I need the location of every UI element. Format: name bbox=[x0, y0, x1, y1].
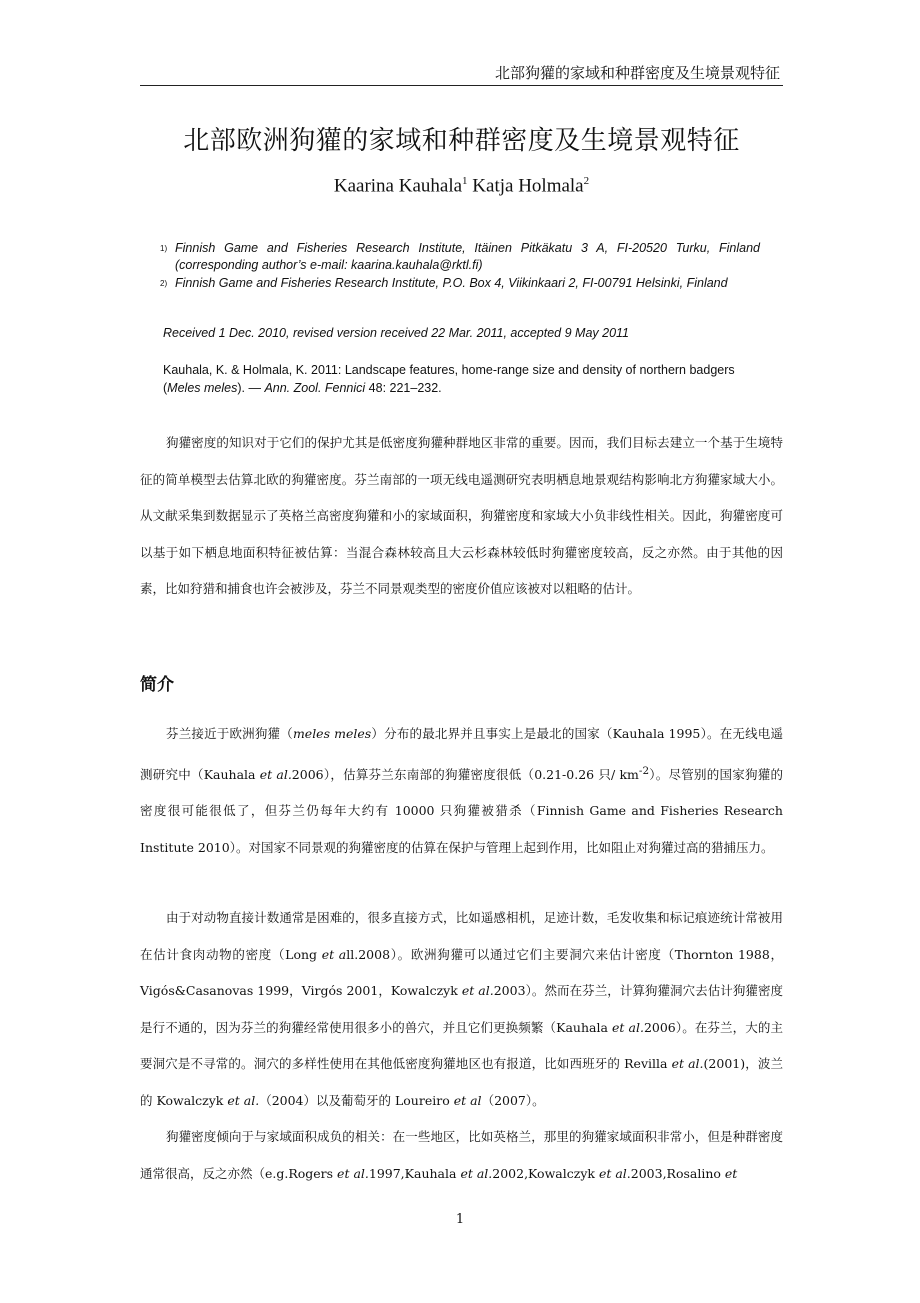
affiliation-number: 1) bbox=[160, 244, 168, 253]
author-affiliation-marker: 1 bbox=[462, 175, 468, 187]
page-number: 1 bbox=[455, 1212, 465, 1227]
affiliation-text: Finnish Game and Fisheries Research Institute, P.O. Box 4, Viikinkaari 2, FI-00791 Helsinki, Finland bbox=[175, 276, 728, 290]
affiliation bbox=[160, 275, 760, 292]
running-header: 北部狗獾的家域和种群密度及生境景观特征 bbox=[494, 64, 780, 82]
author-name: Katja Holmala bbox=[472, 175, 584, 197]
abstract-paragraph: 狗獾密度的知识对于它们的保护尤其是低密度狗獾种群地区非常的重要。因而，我们目标去建立一个基于生境特征的简单模型去估算北欧的狗獾密度。芬兰南部的一项无线电遥测研究表明栖息地景观结构影响北方狗獾家域大小。从文献采集到数据显示了英格兰高密度狗獾和小的家域面积，狗獾密度和家域大小负非线性相关。因此，狗獾密度可以基于如下栖息地面积特征被估算：当混合森林较高且大云杉森林较低时狗獾密度较高，反之亦然。由于其他的因素，比如狩猎和捕食也许会被涉及，芬兰不同景观类型的密度价值应该被对以粗略的估计。 bbox=[140, 435, 783, 596]
body-paragraph: 芬兰接近于欧洲狗獾（meles meles）分布的最北界并且事实上是最北的国家（Kauhala 1995）。在无线电遥测研究中（Kauhala et al.2006），估算芬兰东南部的狗獾密度很低（0.21-0.26 只/ $km^{-2}$）。尽管别的国家狗獾的密度很可能很低了，但芬兰仍每年大约有 10000 只狗獾被猎杀（Finnish Game and Fisheries Research Institute 2010）。对国家不同景观的狗獾密度的估算在保护与管理上起到作用，比如阻止对狗獾过高的猎捕压力。 bbox=[140, 726, 783, 855]
paper-title: 北部欧洲狗獾的家域和种群密度及生境景观特征 bbox=[183, 126, 740, 156]
affiliation bbox=[160, 240, 760, 274]
author-name: Kaarina Kauhala bbox=[333, 175, 463, 197]
body-paragraph: 由于对动物直接计数通常是困难的，很多直接方式，比如遥感相机，足迹计数，毛发收集和标记痕迹统计常被用在估计食肉动物的密度（Long et all.2008）。欧洲狗獾可以通过它们主要洞穴来估计密度（Thornton 1988，Vigós&Casanovas 1999，Virgós 2001，Kowalczyk et al.2003）。然而在芬兰，计算狗獾洞穴去估计狗獾密度是行不通的，因为芬兰的狗獾经常使用很多小的兽穴，并且它们更换频繁（Kauhala et al.2006）。在芬兰，大的主要洞穴是不寻常的。洞穴的多样性使用在其他低密度狗獾地区也有报道，比如西班牙的 Revilla et al.(2001)，波兰的 Kowalczyk et al.（2004）以及葡萄牙的 Loureiro et al（2007）。 bbox=[140, 910, 784, 1108]
received-dates: Received 1 Dec. 2010, revised version received 22 Mar. 2011, accepted 9 May 2011 bbox=[163, 326, 630, 340]
body-paragraph: 狗獾密度倾向于与家域面积成负的相关：在一些地区，比如英格兰，那里的狗獾家域面积非常小，但是种群密度通常很高，反之亦然（e.g.Rogers et al.1997,Kauhala et al.2002,Kowalczyk et al.2003,Rosalino et bbox=[140, 1129, 783, 1181]
header-rule bbox=[140, 85, 783, 86]
affiliation-text: Finnish Game and Fisheries Research Institute, Itäinen Pitkäkatu 3 A, FI-20520 Turku, Finland (corresponding author’s e-mail: kaarina.kauhala@rktl.fi) bbox=[175, 241, 760, 272]
author-list bbox=[140, 175, 783, 197]
affiliation-number: 2) bbox=[160, 279, 168, 288]
section-heading: 简介 bbox=[140, 675, 174, 695]
citation: Kauhala, K. & Holmala, K. 2011: Landscape features, home-range size and density of northern badgers (Meles meles). — Ann. Zool. Fennici 48: 221–232. bbox=[163, 363, 735, 395]
author-affiliation-marker: 2 bbox=[583, 175, 590, 187]
